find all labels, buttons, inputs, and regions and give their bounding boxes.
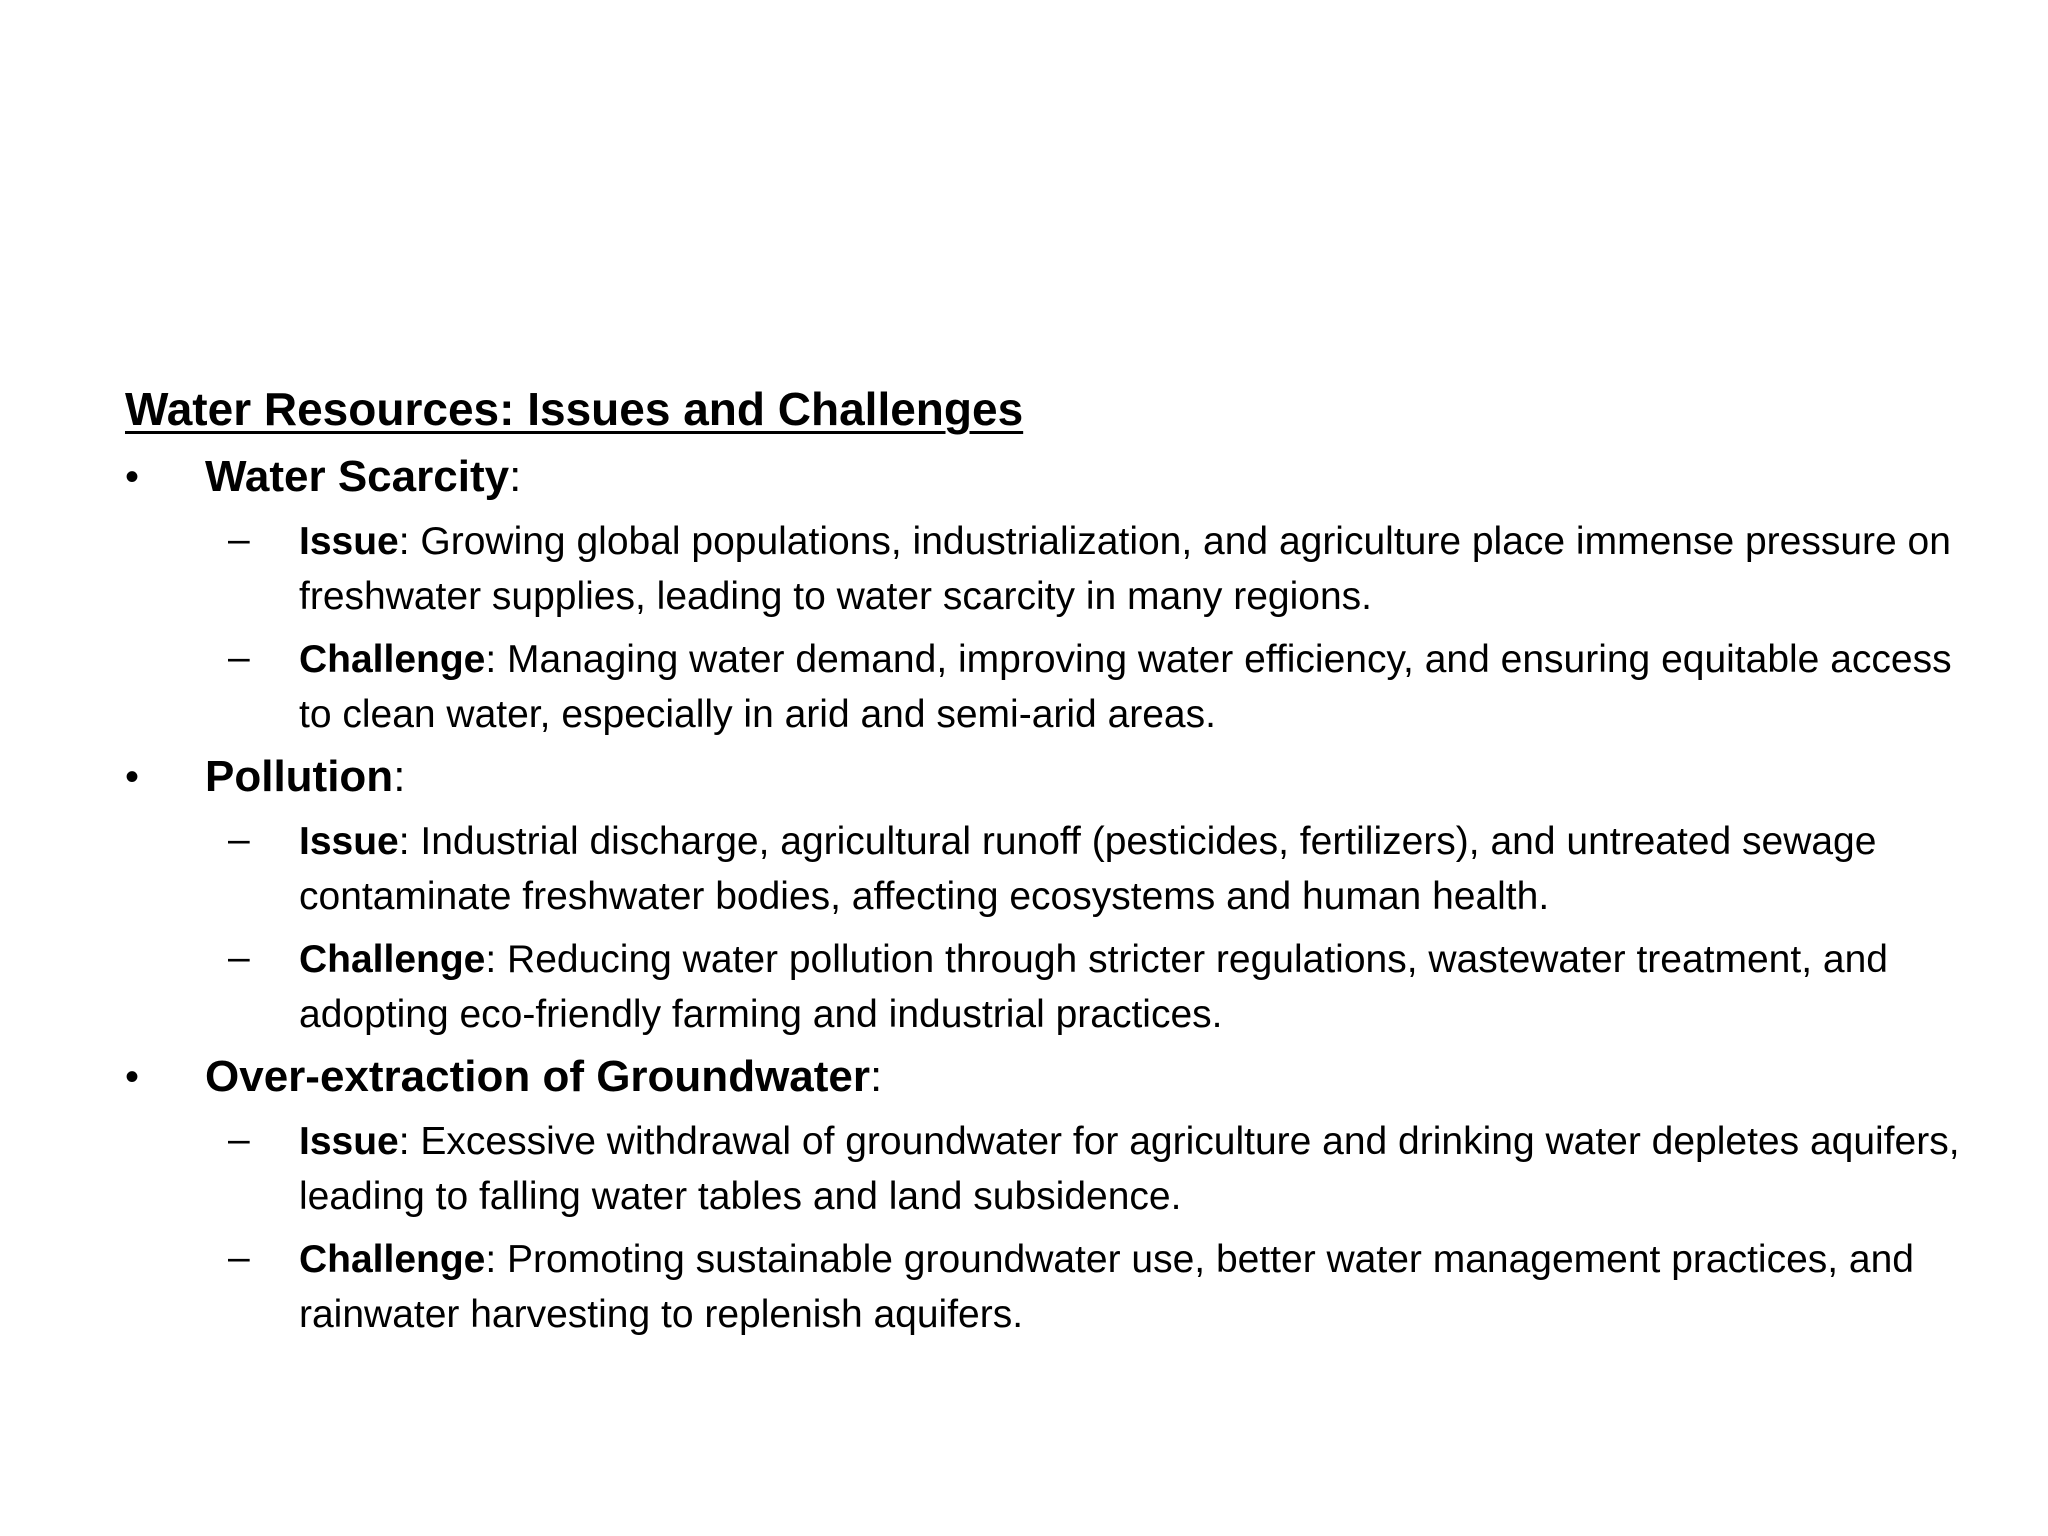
heading-colon: : <box>870 1052 883 1101</box>
section-over-extraction <box>125 1048 1965 1342</box>
sub-item-label: Issue <box>299 520 399 563</box>
heading-colon: : <box>393 752 406 801</box>
section-water-scarcity <box>125 448 1965 742</box>
sub-item-label: Issue <box>299 820 399 863</box>
bullet-marker: • <box>125 755 140 799</box>
sub-item-text: : Managing water demand, improving water efficiency, and ensuring equitable access to clean water, especially in arid and semi-arid areas. <box>299 638 1952 736</box>
section-heading: Water Scarcity <box>205 452 510 501</box>
slide-content <box>125 378 1965 1348</box>
dash-marker: – <box>228 518 250 561</box>
sub-item-challenge <box>125 932 1965 1042</box>
heading-colon: : <box>509 452 522 501</box>
sub-item-issue <box>125 514 1965 624</box>
bullet-item <box>125 1048 1965 1106</box>
sub-item-text: : Industrial discharge, agricultural runoff (pesticides, fertilizers), and untreated sewage contaminate freshwater bodies, affecting ecosystems and human health. <box>299 820 1877 918</box>
sub-item-issue <box>125 814 1965 924</box>
sub-item-label: Issue <box>299 1120 399 1163</box>
bullet-item <box>125 448 1965 506</box>
bullet-marker: • <box>125 455 140 499</box>
sub-item-challenge <box>125 632 1965 742</box>
dash-marker: – <box>228 936 250 979</box>
sub-item-text: : Reducing water pollution through stricter regulations, wastewater treatment, and adopting eco-friendly farming and industrial practices. <box>299 938 1888 1036</box>
sub-item-text: : Excessive withdrawal of groundwater for agriculture and drinking water depletes aquifers, leading to falling water tables and land subsidence. <box>299 1120 1960 1218</box>
dash-marker: – <box>228 636 250 679</box>
bullet-item <box>125 748 1965 806</box>
dash-marker: – <box>228 1118 250 1161</box>
sub-item-label: Challenge <box>299 638 486 681</box>
sub-item-text: : Growing global populations, industrialization, and agriculture place immense pressure on freshwater supplies, leading to water scarcity in many regions. <box>299 520 1951 618</box>
dash-marker: – <box>228 1236 250 1279</box>
sub-item-label: Challenge <box>299 1238 486 1281</box>
section-heading: Over-extraction of Groundwater <box>205 1052 871 1101</box>
dash-marker: – <box>228 818 250 861</box>
sub-item-text: : Promoting sustainable groundwater use, better water management practices, and rainwater harvesting to replenish aquifers. <box>299 1238 1914 1336</box>
sub-item-challenge <box>125 1232 1965 1342</box>
sub-item-issue <box>125 1114 1965 1224</box>
section-heading: Pollution <box>205 752 394 801</box>
slide-title: Water Resources: Issues and Challenges <box>125 383 1024 435</box>
sub-item-label: Challenge <box>299 938 486 981</box>
bullet-marker: • <box>125 1055 140 1099</box>
section-pollution <box>125 748 1965 1042</box>
